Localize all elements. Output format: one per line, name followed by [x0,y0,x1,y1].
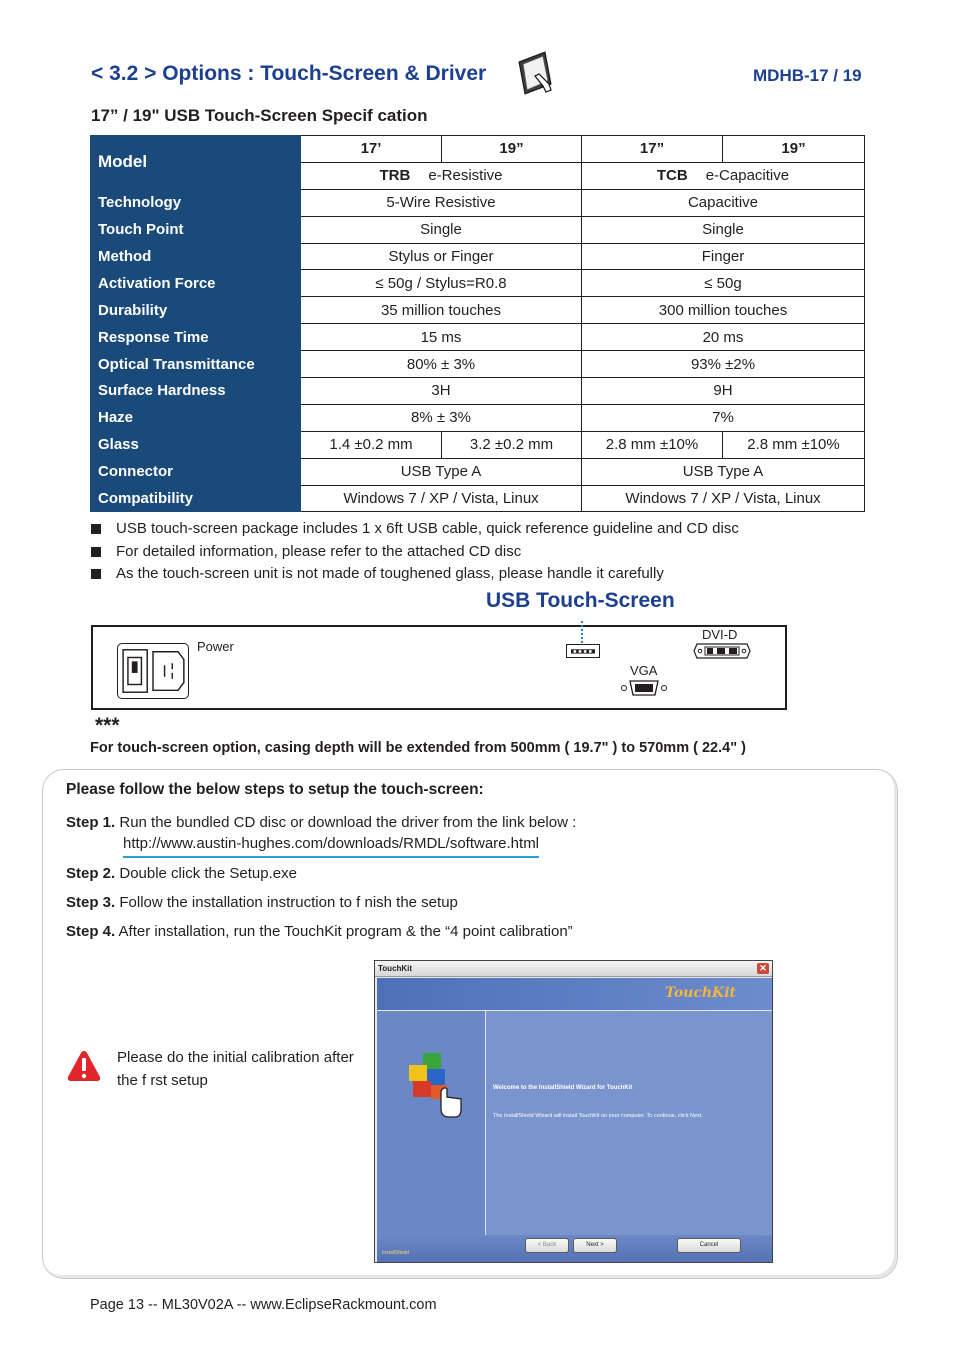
close-icon[interactable]: ✕ [757,963,769,974]
trb-value: 3H [301,378,582,405]
glass-value: 2.8 mm ±10% [582,431,723,458]
tcb-value: 20 ms [582,324,865,351]
step-text: After installation, run the TouchKit program & the “4 point calibration” [118,923,573,940]
size-cell: 19” [442,136,582,163]
row-label: Method [91,243,301,270]
series-type: e-Capacitive [705,167,790,185]
tcb-value: 9H [582,378,865,405]
row-label: Glass [91,431,301,458]
note-text: For detailed information, please refer to the attached CD disc [116,542,522,560]
row-label: Surface Hardness [91,378,301,405]
setup-heading: Please follow the below steps to setup the touch-screen: [66,781,484,798]
row-label: Compatibility [91,485,301,512]
installer-package-icon [405,1049,465,1119]
vga-label: VGA [630,663,658,678]
note-text: USB touch-screen package includes 1 x 6ft USB cable, quick reference guideline and CD disc [116,520,739,537]
touch-monitor-icon [515,50,557,96]
cancel-button[interactable]: Cancel [677,1238,741,1253]
size-cell: 17’ [301,136,442,163]
tcb-value: 300 million touches [582,297,865,324]
trb-value: 35 million touches [301,297,582,324]
step-text: Follow the installation instruction to f nish the setup [119,894,458,911]
tcb-value: ≤ 50g [582,270,865,297]
glass-value: 2.8 mm ±10% [723,431,865,458]
table-row [91,404,865,431]
model-label: Model [91,136,301,190]
row-label: Response Time [91,324,301,351]
row-label: Technology [91,189,301,216]
list-item [91,542,739,565]
series-code: TRB [379,167,411,185]
step-2 [66,865,297,882]
bullet-square-icon [91,524,101,534]
installer-side-panel [377,1011,485,1235]
tcb-value: 7% [582,404,865,431]
list-item [91,519,739,542]
installshield-brand: InstallShield [382,1250,409,1256]
trb-value: ≤ 50g / Stylus=R0.8 [301,270,582,297]
step-label: Step 4. [66,923,116,940]
next-button[interactable]: Next > [573,1238,617,1253]
table-row [91,351,865,378]
warning-icon [66,1049,102,1083]
tcb-value: Finger [582,243,865,270]
size-cell: 17” [582,136,723,163]
spec-heading: 17” / 19" USB Touch-Screen Specif cation [91,106,428,125]
vga-port-icon [620,678,668,698]
table-row [91,431,865,458]
table-row [91,297,865,324]
installer-window [374,960,773,1263]
installer-banner [377,978,772,1010]
depth-note: For touch-screen option, casing depth will be extended from 500mm ( 19.7" ) to 570mm ( 22.4" ) [90,740,746,756]
bullet-square-icon [91,547,101,557]
table-row [91,136,865,163]
size-cell: 19” [723,136,865,163]
series-type: e-Resistive [428,167,503,185]
usb-touchscreen-heading: USB Touch-Screen [486,589,675,612]
trb-value: 15 ms [301,324,582,351]
table-row [91,485,865,512]
page-title: < 3.2 > Options : Touch-Screen & Driver [91,62,487,85]
trb-value: 80% ± 3% [301,351,582,378]
step-label: Step 2. [66,865,116,882]
series-cell-tcb [582,162,865,189]
usb-port-icon [566,644,600,658]
trb-value: USB Type A [301,458,582,485]
tcb-value: 93% ±2% [582,351,865,378]
welcome-body: The InstallShield Wizard will install TouchKit on your computer. To continue, click Next. [493,1113,703,1119]
touchkit-logo: TouchKit [665,985,736,1001]
trb-value: 5-Wire Resistive [301,189,582,216]
row-label: Connector [91,458,301,485]
welcome-heading: Welcome to the InstallShield Wizard for TouchKit [493,1085,633,1091]
note-stars: *** [95,714,120,737]
tcb-value: USB Type A [582,458,865,485]
dvi-port-icon [693,643,751,659]
step-label: Step 1. [66,814,116,831]
tcb-value: Single [582,216,865,243]
notes-list [91,519,739,587]
dvi-label: DVI-D [702,627,738,642]
table-row [91,270,865,297]
table-row [91,378,865,405]
driver-download-link[interactable]: http://www.austin-hughes.com/downloads/RMDL/software.html [123,835,539,858]
tcb-value: Windows 7 / XP / Vista, Linux [582,485,865,512]
series-code: TCB [656,167,688,185]
step-1 [66,814,576,831]
manual-page-code: MDHB-17 / 19 [753,66,862,85]
trb-value: Single [301,216,582,243]
window-titlebar [375,961,772,977]
table-row [91,216,865,243]
window-title: TouchKit [378,964,413,973]
rear-panel-diagram [91,625,787,710]
back-button[interactable]: < Back [525,1238,569,1253]
row-label: Optical Transmittance [91,351,301,378]
tcb-value: Capacitive [582,189,865,216]
table-row [91,189,865,216]
step-4 [66,923,573,940]
list-item [91,564,739,587]
note-text: As the touch-screen unit is not made of toughened glass, please handle it carefully [116,565,664,582]
glass-value: 1.4 ±0.2 mm [301,431,442,458]
trb-value: 8% ± 3% [301,404,582,431]
installer-content [486,1011,772,1235]
row-label: Durability [91,297,301,324]
table-row [91,324,865,351]
trb-value: Windows 7 / XP / Vista, Linux [301,485,582,512]
usb-pointer-line [581,621,583,643]
row-label: Haze [91,404,301,431]
step-label: Step 3. [66,894,116,911]
row-label: Activation Force [91,270,301,297]
page-footer: Page 13 -- ML30V02A -- www.EclipseRackmount.com [90,1297,437,1313]
table-row [91,458,865,485]
bullet-square-icon [91,569,101,579]
power-socket-icon [117,643,189,699]
table-row [91,243,865,270]
calibration-warning: Please do the initial calibration after the f rst setup [117,1049,354,1089]
power-label: Power [197,639,234,654]
step-text: Run the bundled CD disc or download the driver from the link below : [119,814,577,831]
series-cell-trb [301,162,582,189]
glass-value: 3.2 ±0.2 mm [442,431,582,458]
trb-value: Stylus or Finger [301,243,582,270]
row-label: Touch Point [91,216,301,243]
installer-footer [377,1235,772,1262]
spec-table [90,135,865,512]
step-3 [66,894,458,911]
step-text: Double click the Setup.exe [119,865,297,882]
